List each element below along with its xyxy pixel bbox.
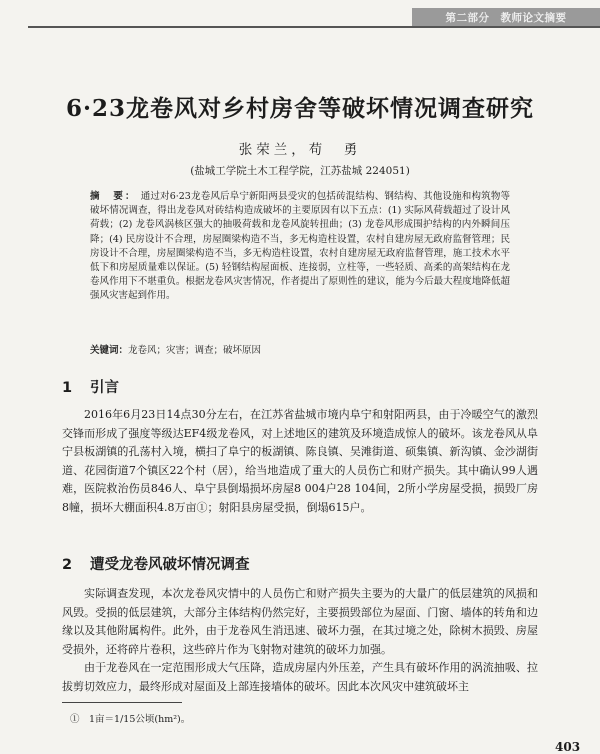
footnote-rule — [62, 702, 182, 703]
running-header — [412, 8, 600, 26]
keywords — [90, 344, 510, 358]
section-body-1 — [62, 406, 538, 517]
keywords-label: 关键词： — [90, 345, 129, 356]
page-number: 403 — [555, 740, 581, 754]
abstract-label: 摘 要： — [90, 191, 137, 202]
paragraph: 由于龙卷风在一定范围形成大气压降，造成房屋内外压差，产生具有破坏作用的涡流抽吸、拉拔剪切效应力，最终形成对屋面及上部连接墙体的破坏。因此本次风灾中建筑破坏主 — [62, 661, 538, 693]
running-header-label: 第二部分 教师论文摘要 — [445, 11, 567, 24]
paragraph: 实际调查发现，本次龙卷风灾情中的人员伤亡和财产损失主要为的大量广的低层建筑的风损和风毁。受损的低层建筑，大部分主体结构仍然完好，主要损毁部位为屋面、门窗、墙体的转角和边缘以及其他附属构件。此外，由于龙卷风生消迅速、破坏力强，在其过境之处，除树木损毁、房屋受损外，还将碎片卷积，这些碎片作为飞射物对建筑的破坏力加强。 — [62, 587, 538, 656]
section-title: 引言 — [90, 380, 119, 396]
keywords-text: 龙卷风；灾害；调查；破坏原因 — [128, 345, 262, 356]
section-heading-2 — [62, 553, 250, 574]
header-rule — [28, 26, 600, 28]
paper-title: 6·23龙卷风对乡村房舍等破坏情况调查研究 — [65, 95, 535, 122]
paragraph: 2016年6月23日14点30分左右，在江苏省盐城市境内阜宁和射阳两县，由于冷暖空气的激烈交锋而形成了强度等级达EF4级龙卷风，对上述地区的建筑及环境造成惊人的破坏。该龙卷风从阜宁县板湖镇的孔荡村入境，横扫了阜宁的板湖镇、陈良镇、吴滩街道、硕集镇、新沟镇、金沙湖街道、花园街道7个镇区22个村（居），给当地造成了重大的人员伤亡和财产损失。其中确认99人遇难，医院救治伤员846人、阜宁县倒塌损坏房屋8 004户28 104间，2所小学房屋受损，损毁厂房8幢，损坏大棚面积4.8万亩①；射阳县房屋受损，倒塌615户。 — [62, 408, 538, 514]
section-title: 遭受龙卷风破坏情况调查 — [90, 557, 250, 573]
abstract — [90, 190, 510, 304]
paper-affiliation: (盐城工学院土木工程学院，江苏盐城 224051) — [190, 165, 410, 177]
section-body-2 — [62, 585, 538, 696]
section-number: 2 — [62, 557, 73, 573]
footnote: ① 1亩＝1/15公顷(hm²)。 — [70, 714, 191, 725]
section-number: 1 — [62, 380, 73, 396]
section-heading-1 — [62, 376, 119, 397]
paper-authors: 张荣兰，苟 勇 — [238, 142, 362, 158]
abstract-text: 通过对6·23龙卷风后阜宁新阳两县受灾的包括砖混结构、钢结构、其他设施和构筑物等破坏情况调查，得出龙卷风对砖结构造成破坏的主要原因有以下五点：(1) 实际风荷载超过了设计风荷载；(2) 龙卷风涡核区强大的抽吸荷载和龙卷风旋转扭曲；(3) 龙卷风形成围护结构的内外瞬间压降；(4) 民房设计不合理，房屋圈梁构造不当，多无构造柱设置，农村自建房屋无政府监督管理；民房设计不合理，房屋圈梁构造不当，多无构造柱设置，农村自建房屋无政府监督管理，施工技术水平低下和房屋质量难以保证。(5) 轻钢结构屋面板、连接弱，立柱等，一些轻质、高柔的高架结构在龙卷风作用下不堪重负。根据龙卷风灾害情况，作者提出了原则性的建议，能为今后最大程度地降低超强风灾害起到作用。 — [90, 191, 510, 302]
